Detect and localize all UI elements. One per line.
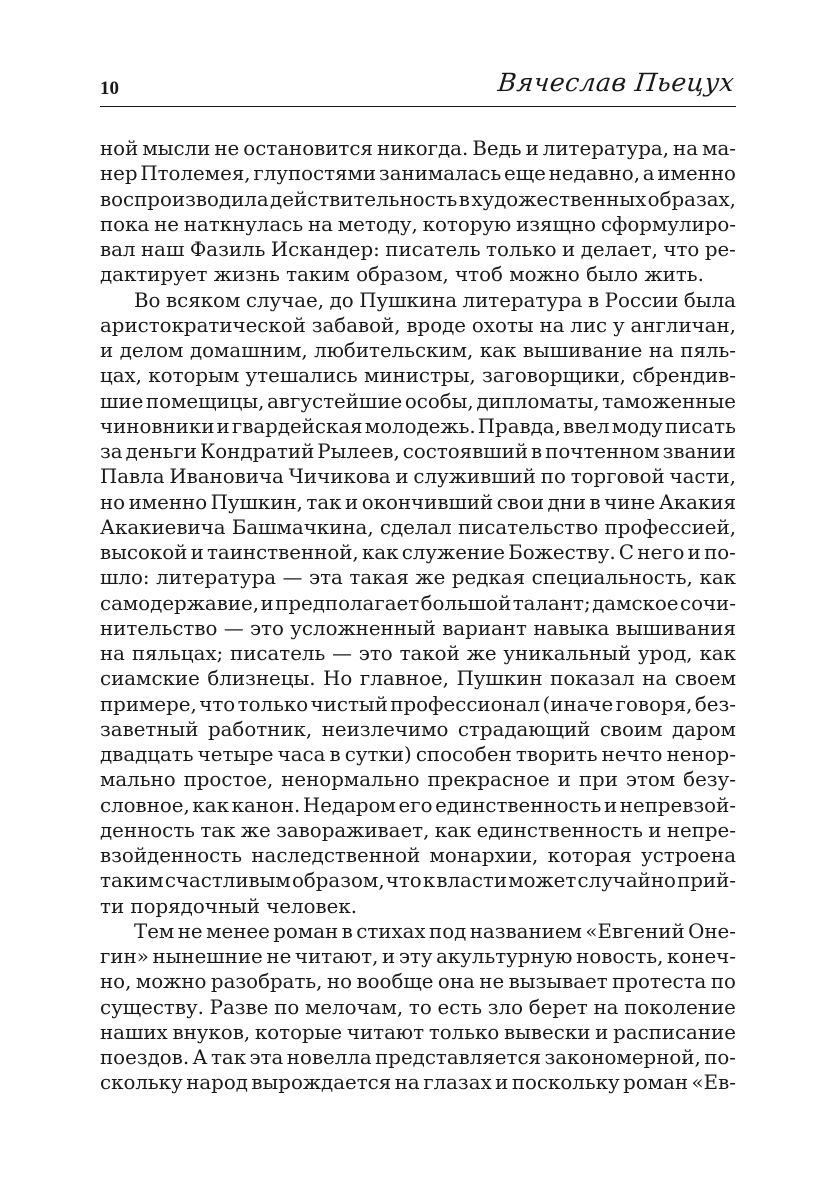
text-line: цах, которым утешались министры, заговорщики, сбрендив- <box>100 364 736 388</box>
text-line: денность так же завораживает, как единственность и непре- <box>100 818 736 842</box>
text-line: чиновники и гвардейская молодежь. Правда, ввел моду писать <box>100 414 736 438</box>
text-line: Акакиевича Башмачкина, сделал писательство профессией, <box>100 515 736 539</box>
text-line: и делом домашним, любительским, как вышивание на пяль- <box>100 339 736 362</box>
text-line: гин» нынешние не читают, и эту акультурную новость, конеч- <box>100 945 736 968</box>
text-line: пока не наткнулась на методу, которую изящно сформулиро- <box>100 212 736 236</box>
page-number: 10 <box>100 78 119 99</box>
text-line: таким счастливым образом, что к власти может случайно прий- <box>100 869 736 893</box>
text-line: шие помещицы, августейшие особы, дипломаты, таможенные <box>100 389 736 413</box>
text-line: взойденность наследственной монархии, которая устроена <box>100 844 736 867</box>
text-line: наших внуков, которые читают только вывески и расписание <box>100 1020 736 1044</box>
text-line: вал наш Фазиль Искандер: писатель только и делает, что ре- <box>100 238 736 261</box>
page-header <box>100 68 736 104</box>
text-line: мально простое, ненормально прекрасное и при этом безу- <box>100 768 736 792</box>
text-line: воспроизводила действительность в художественных образах, <box>100 187 736 211</box>
running-head-author: Вячеслав Пьецух <box>496 68 736 97</box>
text-line: ной мысли не остановится никогда. Ведь и литература, на ма- <box>100 137 736 160</box>
text-body <box>100 136 736 1096</box>
text-line: но, можно разобрать, но вообще она не вызывает протеста по <box>100 970 736 994</box>
text-line: на пяльцах; писатель — это такой же уникальный урод, как <box>100 642 736 665</box>
text-line: шло: литература — эта такая же редкая специальность, как <box>100 566 736 590</box>
text-line: за деньги Кондратий Рылеев, состоявший в почтенном звании <box>100 440 736 463</box>
text-line: скольку народ вырождается на глазах и поскольку роман «Ев- <box>100 1071 736 1095</box>
text-line: примере, что только чистый профессионал (иначе говоря, без- <box>100 692 736 716</box>
text-line: ти порядочный человек. <box>100 894 357 918</box>
text-line: аристократической забавой, вроде охоты на лис у англичан, <box>100 313 736 337</box>
text-line: но именно Пушкин, так и окончивший свои дни в чине Акакия <box>100 490 736 514</box>
text-line: Тем не менее роман в стихах под названием «Евгений Оне- <box>134 919 736 943</box>
text-line: высокой и таинственной, как служение Божеству. С него и по- <box>100 541 736 564</box>
text-line: нительство — это усложненный вариант навыка вышивания <box>100 616 736 640</box>
text-line: дактирует жизнь таким образом, чтоб можно было жить. <box>100 263 704 287</box>
text-line: поездов. А так эта новелла представляется закономерной, по- <box>100 1046 736 1069</box>
text-line: двадцать четыре часа в сутки) способен творить нечто ненор- <box>100 743 736 766</box>
text-line: Павла Ивановича Чичикова и служивший по торговой части, <box>100 465 736 489</box>
text-line: словное, как канон. Недаром его единственность и непревзой- <box>100 793 736 817</box>
text-line: нер Птолемея, глупостями занималась еще недавно, а именно <box>100 162 736 186</box>
text-line: заветный работник, неизлечимо страдающий своим даром <box>100 717 736 741</box>
header-rule <box>100 106 736 107</box>
text-line: самодержавие, и предполагает большой талант; дамское сочи- <box>100 591 736 615</box>
text-line: существу. Разве по мелочам, то есть зло берет на поколение <box>100 995 736 1019</box>
text-line: сиамские близнецы. Но главное, Пушкин показал на своем <box>100 667 736 691</box>
text-line: Во всяком случае, до Пушкина литература в России была <box>134 288 736 312</box>
